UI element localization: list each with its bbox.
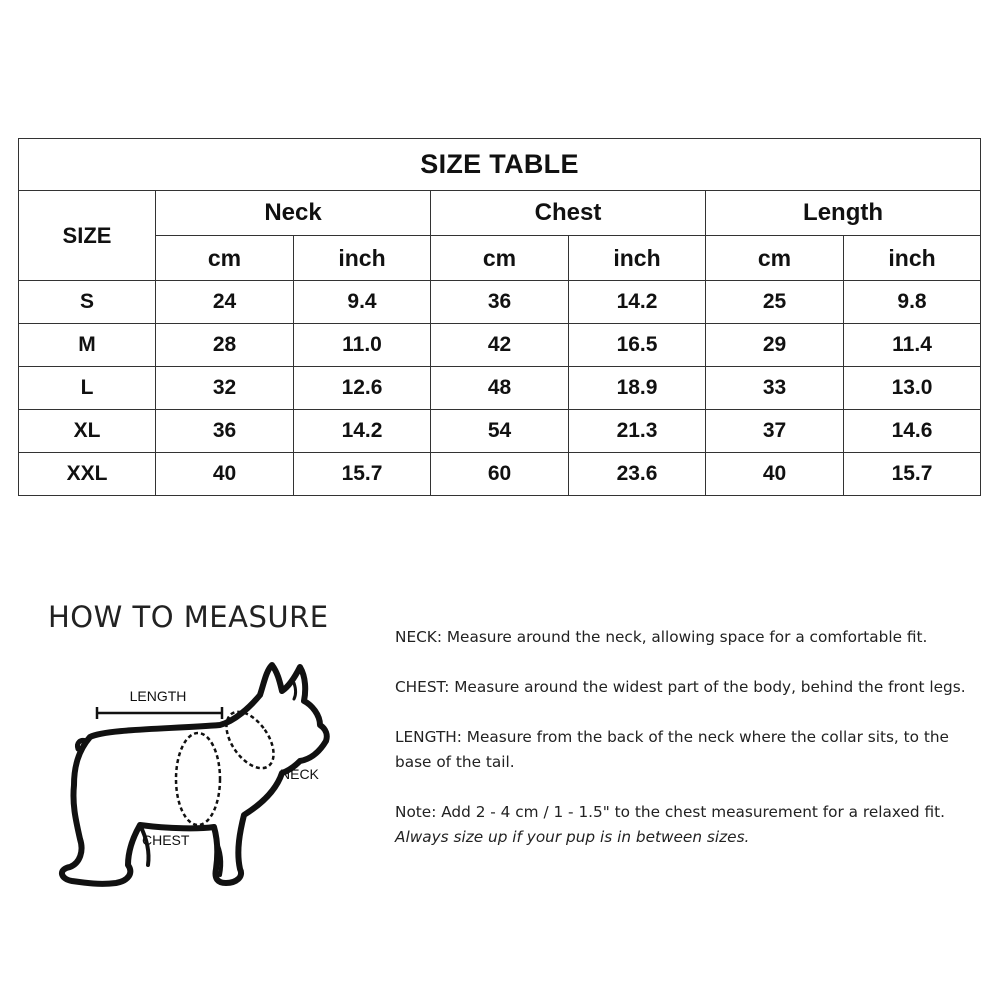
value-cell: 15.7 xyxy=(844,453,981,496)
size-cell: M xyxy=(19,324,156,367)
value-cell: 9.4 xyxy=(294,281,431,324)
ear-icon xyxy=(294,683,296,699)
neck-measure-loop xyxy=(217,703,283,776)
size-column-header: SIZE xyxy=(19,191,156,281)
neck-label: NECK xyxy=(280,766,319,782)
value-cell: 28 xyxy=(156,324,294,367)
value-cell: 14.6 xyxy=(844,410,981,453)
table-row xyxy=(19,324,981,367)
value-cell: 60 xyxy=(431,453,569,496)
value-cell: 18.9 xyxy=(569,367,706,410)
length-label: LENGTH xyxy=(129,688,187,704)
chest-measure-loop xyxy=(176,733,220,825)
value-cell: 9.8 xyxy=(844,281,981,324)
neck-instruction: NECK: Measure around the neck, allowing space for a comfortable fit. xyxy=(395,628,928,646)
value-cell: 23.6 xyxy=(569,453,706,496)
value-cell: 33 xyxy=(706,367,844,410)
value-cell: 13.0 xyxy=(844,367,981,410)
fit-note-line1: Note: Add 2 - 4 cm / 1 - 1.5" to the chest measurement for a relaxed fit. xyxy=(395,803,945,821)
size-cell: XXL xyxy=(19,453,156,496)
dog-measurement-diagram xyxy=(50,655,350,895)
measure-instructions xyxy=(395,625,990,875)
value-cell: 15.7 xyxy=(294,453,431,496)
table-row xyxy=(19,367,981,410)
length-instruction: LENGTH: Measure from the back of the neck where the collar sits, to the base of the tail. xyxy=(395,728,949,771)
unit-header: cm xyxy=(706,236,844,281)
value-cell: 32 xyxy=(156,367,294,410)
value-cell: 21.3 xyxy=(569,410,706,453)
unit-header: cm xyxy=(431,236,569,281)
chest-group-header: Chest xyxy=(431,191,706,236)
value-cell: 16.5 xyxy=(569,324,706,367)
fit-note-line2: Always size up if your pup is in between sizes. xyxy=(395,828,750,846)
value-cell: 11.4 xyxy=(844,324,981,367)
value-cell: 37 xyxy=(706,410,844,453)
how-to-measure-title: HOW TO MEASURE xyxy=(48,600,329,634)
size-table xyxy=(18,138,981,496)
fit-note xyxy=(395,800,990,850)
neck-group-header: Neck xyxy=(156,191,431,236)
unit-header: cm xyxy=(156,236,294,281)
value-cell: 40 xyxy=(706,453,844,496)
value-cell: 54 xyxy=(431,410,569,453)
unit-header: inch xyxy=(844,236,981,281)
value-cell: 14.2 xyxy=(569,281,706,324)
value-cell: 29 xyxy=(706,324,844,367)
table-row xyxy=(19,410,981,453)
value-cell: 24 xyxy=(156,281,294,324)
value-cell: 25 xyxy=(706,281,844,324)
size-table-title: SIZE TABLE xyxy=(19,139,981,191)
chest-instruction: CHEST: Measure around the widest part of the body, behind the front legs. xyxy=(395,678,966,696)
unit-header: inch xyxy=(569,236,706,281)
value-cell: 14.2 xyxy=(294,410,431,453)
table-row xyxy=(19,281,981,324)
table-row xyxy=(19,453,981,496)
length-group-header: Length xyxy=(706,191,981,236)
value-cell: 48 xyxy=(431,367,569,410)
size-cell: XL xyxy=(19,410,156,453)
value-cell: 36 xyxy=(431,281,569,324)
value-cell: 42 xyxy=(431,324,569,367)
value-cell: 11.0 xyxy=(294,324,431,367)
size-cell: S xyxy=(19,281,156,324)
chest-label: CHEST xyxy=(142,832,190,848)
unit-header: inch xyxy=(294,236,431,281)
size-cell: L xyxy=(19,367,156,410)
value-cell: 36 xyxy=(156,410,294,453)
value-cell: 40 xyxy=(156,453,294,496)
value-cell: 12.6 xyxy=(294,367,431,410)
length-measure-line xyxy=(97,707,222,719)
